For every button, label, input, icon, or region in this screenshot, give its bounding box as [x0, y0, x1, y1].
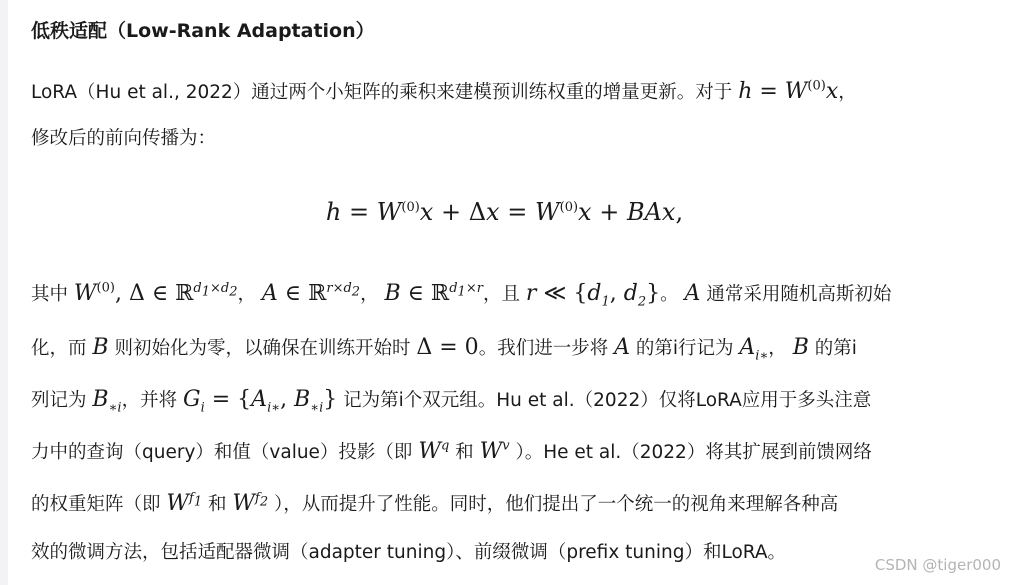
text: 的第i	[814, 338, 857, 359]
math-a-row: $A_{i∗}$	[739, 335, 769, 364]
math-wf1: $W^{f_1}$	[166, 490, 203, 516]
text: 和	[455, 442, 474, 463]
math-a: A	[614, 335, 630, 360]
math-g-pair: $G_i = \{A_{i∗}$, $B_{∗i}$}	[182, 387, 338, 416]
math-b: B	[92, 335, 109, 360]
text: ）。He et al.（2022）将其扩展到前馈网络	[515, 442, 872, 463]
watermark: CSDN @tiger000	[874, 556, 1001, 574]
math-wv: $W^v$	[479, 438, 510, 464]
text: 列记为	[31, 390, 87, 411]
math-b-col: $B_{∗i}$	[92, 387, 122, 416]
text: 和	[208, 494, 227, 515]
text: 的权重矩阵（即	[31, 494, 161, 515]
paragraph-line-8	[31, 538, 786, 564]
text: 效的微调方法，包括适配器微调（adapter tuning）、前缀微调（prefix tuning）和LoRA。	[31, 542, 787, 563]
math-a: A	[684, 281, 701, 306]
text: 。我们进一步将	[478, 338, 609, 359]
paragraph-line-2	[31, 124, 216, 150]
paragraph-line-5	[31, 386, 871, 415]
text: 。	[660, 284, 679, 305]
text: 通常采用随机高斯初始	[706, 284, 892, 305]
math-b-dims: B ∈ ℝ$^{d_1\times r}$	[384, 280, 483, 306]
text: 化，而	[31, 338, 87, 359]
text: ，且	[482, 284, 520, 305]
paragraph-line-6	[31, 438, 872, 464]
math-wq: $W^q$	[418, 438, 450, 464]
text: ，	[237, 284, 257, 305]
text: 力中的查询（query）和值（value）投影（即	[31, 442, 413, 463]
forward-intro-text: 修改后的前向传播为：	[31, 128, 217, 149]
text: 其中	[31, 284, 69, 305]
intro-text: LoRA（Hu et al., 2022）通过两个小矩阵的乘积来建模预训练权重的增量更新。对于	[31, 82, 733, 103]
text: 记为第i个双元组。Hu et al.（2022）仅将LoRA应用于多头注意	[343, 390, 872, 411]
math-b: B	[792, 335, 809, 360]
paragraph-line-7	[31, 490, 838, 516]
math-a-dims: A ∈ ℝ$^{r\times d_2}$	[261, 280, 361, 306]
math-rank: r ≪ {$d_1$, $d_2$}	[525, 281, 661, 310]
text: ，	[360, 284, 379, 305]
section-title: 低秩适配（Low-Rank Adaptation）	[31, 20, 375, 42]
text: ），从而提升了性能。同时，他们提出了一个统一的视角来理解各种高	[274, 494, 839, 515]
math-h-def: $h = W^{(0)}x$	[738, 78, 839, 104]
text: ，	[768, 338, 787, 359]
paragraph-line-3	[31, 280, 891, 309]
math-dims: $W^{(0)}$, Δ ∈ ℝ$^{d_1\times d_2}$	[73, 280, 238, 306]
left-border-strip	[0, 0, 8, 585]
paragraph-line-4	[31, 334, 857, 363]
text: 则初始化为零，以确保在训练开始时	[114, 338, 411, 359]
display-equation: $h = W^{(0)}x + \Delta x = W^{(0)}x$ + BAx,	[325, 198, 684, 226]
paragraph-line-1: LoRA（Hu et al., 2022）通过两个小矩阵的乘积来建模预训练权重的增量更新。对于 $h = W^{(0)}x$，	[31, 78, 857, 104]
text: ，并将	[121, 390, 178, 411]
math-delta-zero: Δ = 0	[416, 335, 479, 360]
math-wf2: $W^{f_2}$	[232, 490, 269, 516]
text: 的第i行记为	[635, 338, 734, 359]
